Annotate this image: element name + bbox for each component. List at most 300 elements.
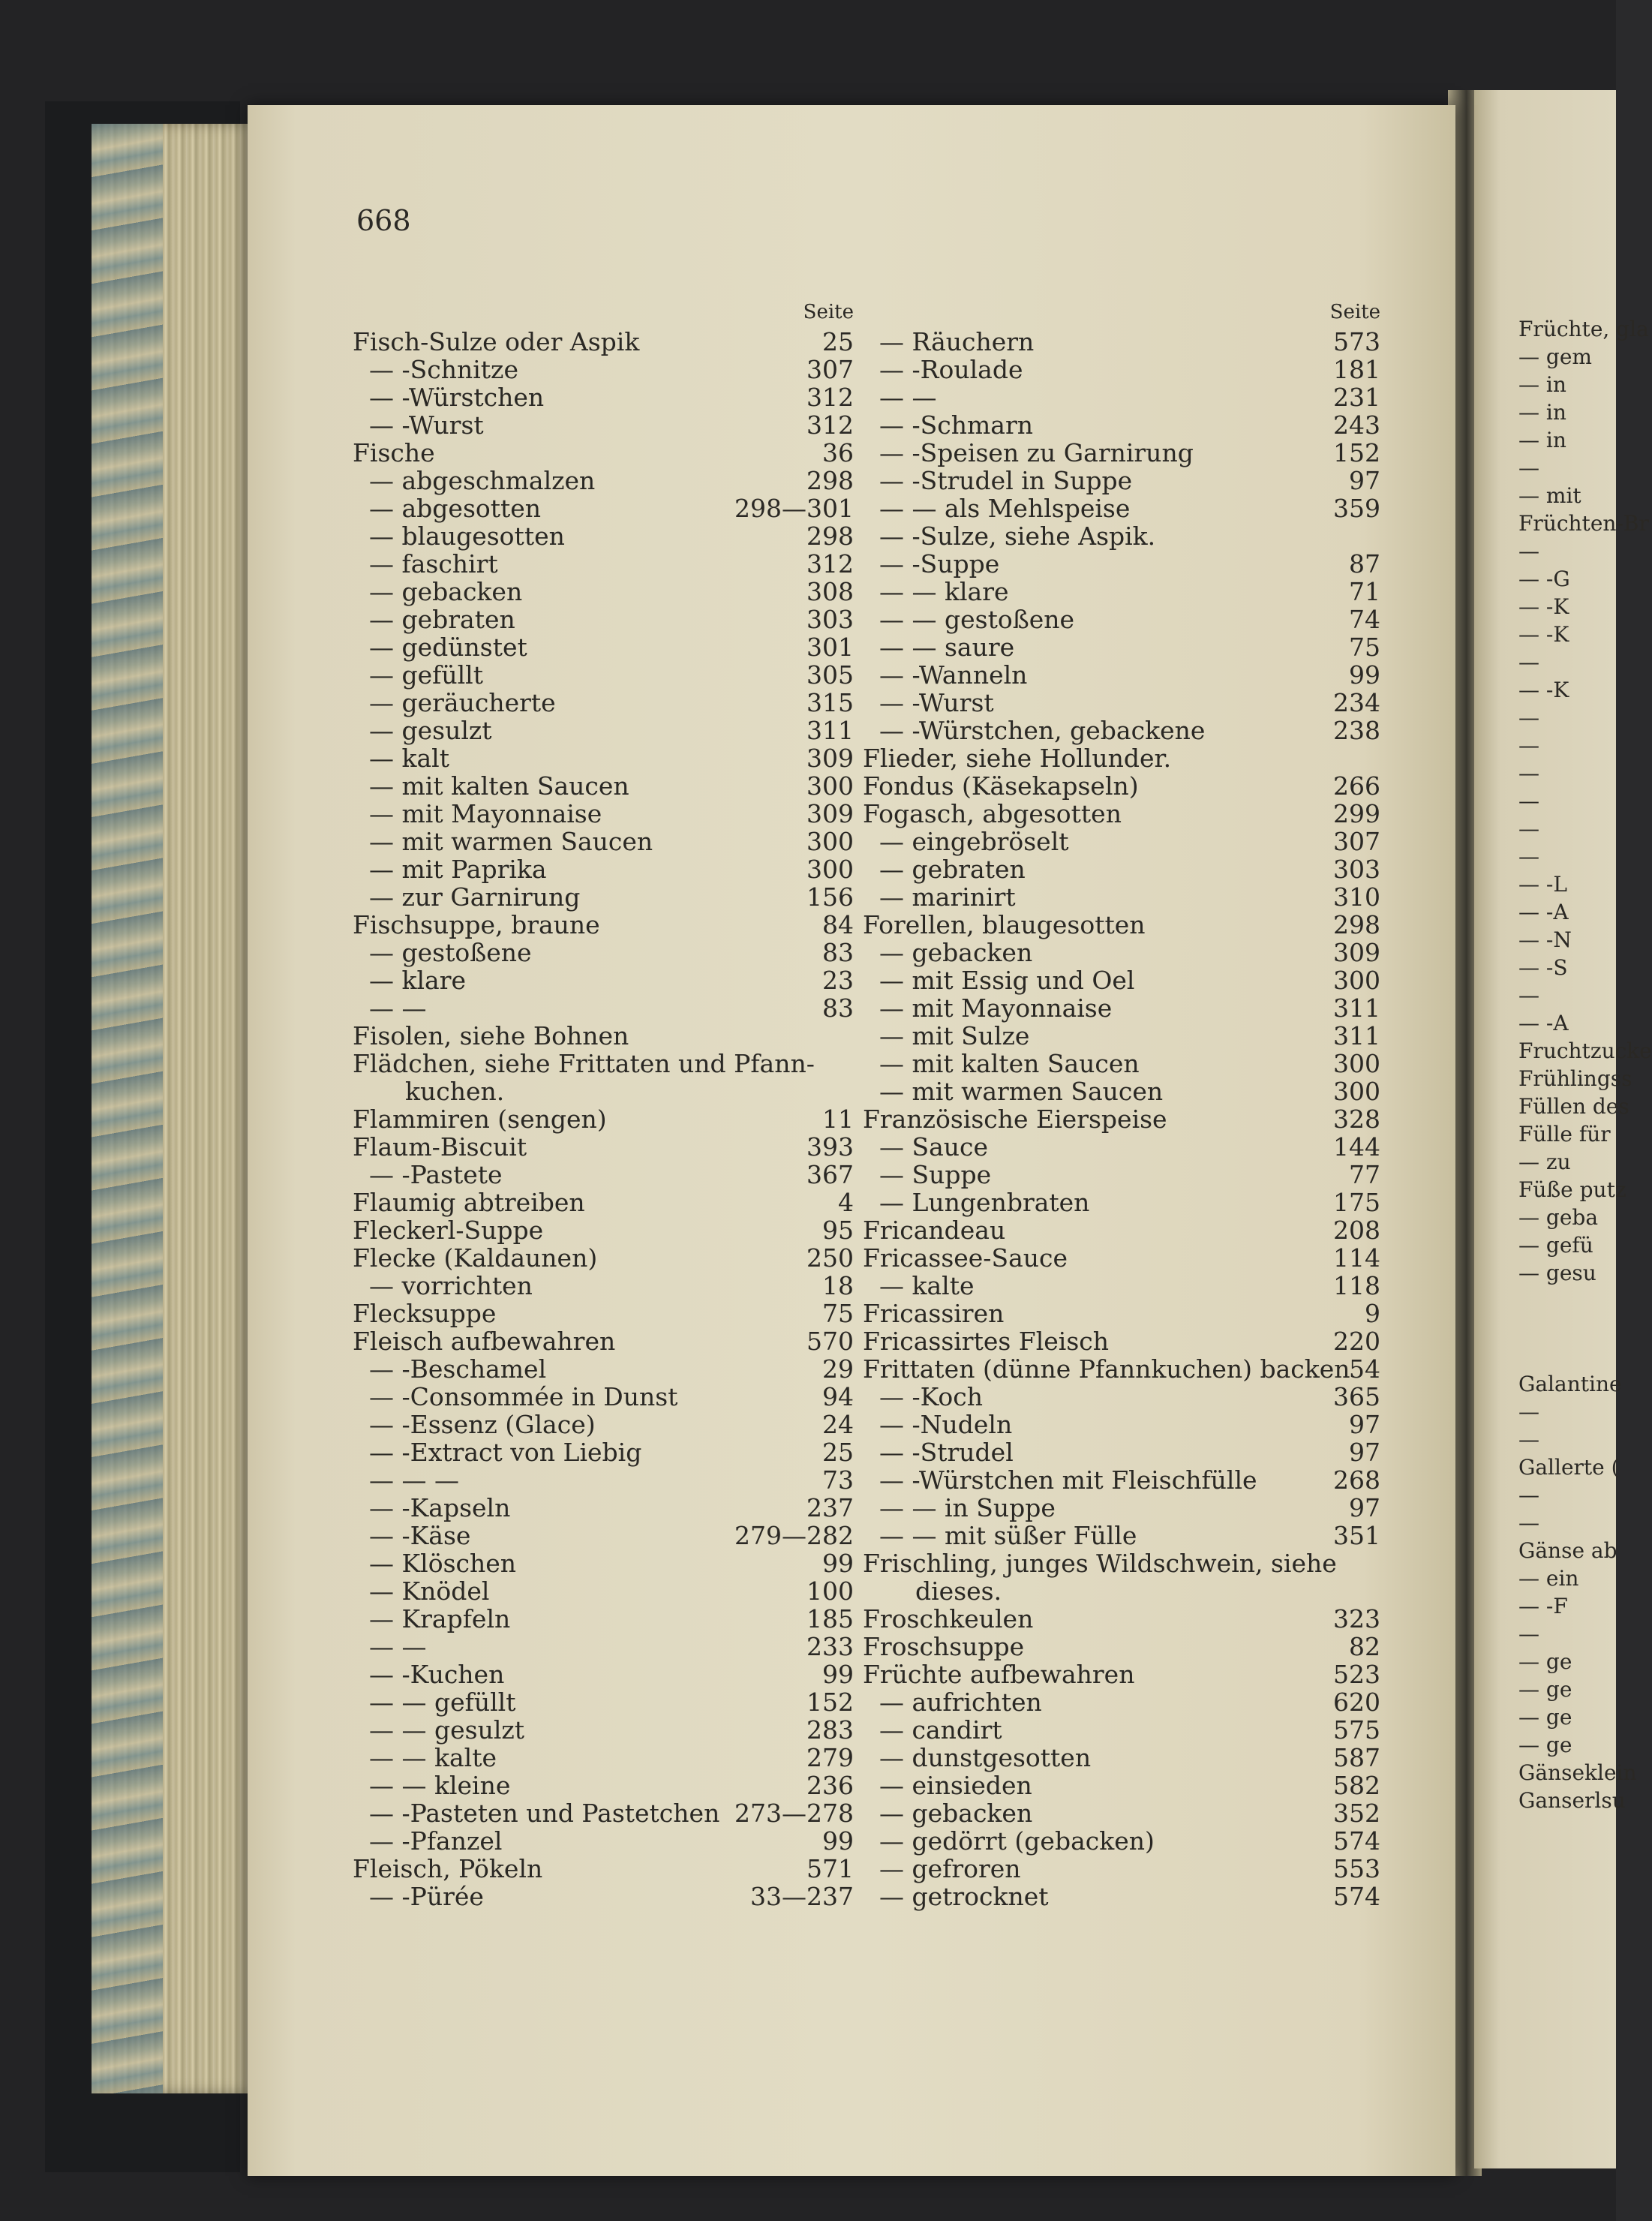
entry-label: Frittaten (dünne Pfannkuchen) backen [863, 1354, 1350, 1384]
entry-page: 311 [1333, 993, 1380, 1023]
entry-label: Früchte aufbewahren [863, 1660, 1135, 1689]
index-entry [863, 1161, 1380, 1189]
index-entry [353, 1772, 854, 1799]
fragment-line: — [1518, 983, 1539, 1008]
entry-label: — — saure [879, 633, 1015, 662]
entry-label: — -Schnitze [369, 355, 518, 384]
entry-page: 315 [806, 688, 854, 717]
entry-page: 328 [1333, 1104, 1380, 1134]
fragment-line: — -A [1518, 900, 1569, 924]
fragment-line: — -L [1518, 872, 1567, 897]
entry-page: 9 [1365, 1299, 1380, 1328]
index-entry [353, 911, 854, 939]
index-entry [353, 467, 854, 494]
entry-page: 300 [806, 855, 854, 884]
entry-page: 84 [822, 910, 854, 939]
entry-label: — mit Mayonnaise [369, 799, 602, 828]
entry-label: — klare [369, 966, 467, 995]
entry-label: — — [879, 383, 937, 412]
index-entry [353, 1522, 854, 1549]
left-entries [353, 328, 854, 1910]
entry-label: — kalt [369, 744, 449, 773]
fragment-line: — [1518, 1510, 1539, 1535]
entry-label: Fische [353, 438, 435, 467]
entry-page: 238 [1333, 716, 1380, 745]
index-entry [353, 1883, 854, 1910]
entry-page: 231 [1333, 383, 1380, 412]
entry-label: — kalte [879, 1271, 975, 1300]
entry-label: — — [369, 1632, 427, 1661]
index-entry [863, 1494, 1380, 1522]
entry-page: 574 [1333, 1882, 1380, 1911]
fragment-line: — [1518, 1621, 1539, 1646]
entry-page: 114 [1333, 1243, 1380, 1273]
entry-page: 310 [1333, 882, 1380, 912]
entry-label: Forellen, blaugesotten [863, 910, 1146, 939]
entry-page: 300 [1333, 966, 1380, 995]
index-entry [863, 1827, 1380, 1855]
index-entry [863, 1216, 1380, 1244]
index-entry [863, 1300, 1380, 1327]
entry-label: — gebraten [879, 855, 1026, 884]
entry-label: — Suppe [879, 1160, 992, 1189]
index-entry [353, 411, 854, 439]
fragment-line [1518, 1287, 1616, 1315]
entry-label: Fleisch, Pökeln [353, 1854, 543, 1883]
entry-label: — mit Essig und Oel [879, 966, 1135, 995]
index-column-right [863, 296, 1380, 1910]
index-entry [863, 1383, 1380, 1411]
next-page-fragment [1518, 315, 1652, 1814]
fragment-line: Früchte, gla [1518, 317, 1649, 341]
fragment-line: Gänse ab [1518, 1538, 1617, 1563]
fragment-line: — mit [1518, 483, 1581, 508]
index-entry [863, 994, 1380, 1022]
entry-page: 152 [806, 1688, 854, 1717]
index-entry [863, 1633, 1380, 1660]
index-entry [353, 356, 854, 383]
index-entry [863, 411, 1380, 439]
fragment-line: — in [1518, 372, 1566, 397]
entry-label: Fogasch, abgesotten [863, 799, 1122, 828]
index-entry [863, 467, 1380, 494]
index-entry [353, 1688, 854, 1716]
entry-label: Flaum-Biscuit [353, 1132, 527, 1162]
entry-page: 11 [822, 1104, 854, 1134]
entry-page: 75 [822, 1299, 854, 1328]
entry-label: — — gesulzt [369, 1715, 525, 1745]
entry-label: — — klare [879, 577, 1009, 606]
entry-page: 309 [806, 799, 854, 828]
index-entry [863, 1133, 1380, 1161]
fragment-line: Fülle für [1518, 1122, 1611, 1147]
entry-label: — -Koch [879, 1382, 984, 1411]
entry-page: 301 [806, 633, 854, 662]
entry-label: — -Beschamel [369, 1354, 547, 1384]
index-entry [353, 1272, 854, 1300]
index-entry [863, 1105, 1380, 1133]
index-entry [353, 1300, 854, 1327]
entry-label: — geräucherte [369, 688, 556, 717]
entry-page: 309 [806, 744, 854, 773]
entry-label: — — kalte [369, 1743, 497, 1772]
entry-page: 97 [1349, 466, 1380, 495]
entry-page: 233 [806, 1632, 854, 1661]
entry-page: 312 [806, 383, 854, 412]
index-entry [863, 939, 1380, 966]
fragment-line: Gallerte ( [1518, 1455, 1620, 1480]
entry-page: 279 [806, 1743, 854, 1772]
index-entry [353, 1244, 854, 1272]
entry-label: Flaumig abtreiben [353, 1188, 585, 1217]
entry-label: Fricassee-Sauce [863, 1243, 1068, 1273]
entry-page: 365 [1333, 1382, 1380, 1411]
entry-page: 185 [806, 1604, 854, 1633]
index-entry [353, 994, 854, 1022]
fragment-line: — ge [1518, 1733, 1572, 1757]
entry-page: 268 [1333, 1465, 1380, 1495]
entry-page: 83 [822, 938, 854, 967]
entry-label: — -Consommée in Dunst [369, 1382, 678, 1411]
entry-label: — Knödel [369, 1576, 490, 1606]
index-entry [353, 439, 854, 467]
entry-label: — -Extract von Liebig [369, 1438, 642, 1467]
index-entry [863, 1883, 1380, 1910]
fragment-line: — ge [1518, 1677, 1572, 1702]
index-entry [353, 633, 854, 661]
fragment-line: — [1518, 816, 1539, 841]
entry-page: 300 [1333, 1077, 1380, 1106]
index-entry [353, 1438, 854, 1466]
index-entry [353, 772, 854, 800]
fragment-line: — ge [1518, 1649, 1572, 1674]
index-entry [353, 1577, 854, 1605]
index-entry [863, 1744, 1380, 1772]
index-entry [863, 633, 1380, 661]
entry-page: 152 [1333, 438, 1380, 467]
fragment-line: — gem [1518, 344, 1592, 369]
entry-page: 236 [806, 1771, 854, 1800]
index-entry [863, 550, 1380, 578]
index-entry [353, 606, 854, 633]
fragment-line: — [1518, 789, 1539, 813]
fragment-line: — -N [1518, 927, 1572, 952]
index-column-left [353, 296, 854, 1910]
entry-page: 300 [806, 827, 854, 856]
entry-page: 237 [806, 1493, 854, 1522]
entry-label: — gebacken [879, 1799, 1033, 1828]
index-entry [863, 439, 1380, 467]
entry-label: Flädchen, siehe Frittaten und Pfann- [353, 1049, 815, 1078]
entry-label: — -Suppe [879, 549, 1000, 579]
right-entries [863, 328, 1380, 1910]
entry-label: — -Würstchen, gebackene [879, 716, 1206, 745]
fragment-line: — [1518, 733, 1539, 758]
index-entry [353, 1355, 854, 1383]
entry-label: — -Pastete [369, 1160, 503, 1189]
fragment-line: — -F [1518, 1594, 1568, 1618]
entry-label: — abgesotten [369, 494, 542, 523]
entry-page: 311 [1333, 1021, 1380, 1050]
entry-page: 307 [806, 355, 854, 384]
index-entry [353, 744, 854, 772]
entry-page: 351 [1333, 1521, 1380, 1550]
entry-page: 303 [1333, 855, 1380, 884]
entry-page: 571 [806, 1854, 854, 1883]
entry-label: — mit kalten Saucen [879, 1049, 1140, 1078]
entry-page: 283 [806, 1715, 854, 1745]
fragment-line [1518, 1315, 1616, 1342]
fragment-line: — -S [1518, 955, 1568, 980]
entry-page: 393 [806, 1132, 854, 1162]
entry-page: 573 [1333, 327, 1380, 356]
index-entry [863, 1438, 1380, 1466]
fragment-line: Fruchtzucke [1518, 1038, 1652, 1063]
index-entry [863, 1855, 1380, 1883]
marbled-edge [92, 124, 163, 2093]
entry-page: 279—282 [734, 1521, 854, 1550]
index-entry [353, 1022, 854, 1050]
entry-label: — zur Garnirung [369, 882, 581, 912]
index-entry [863, 1466, 1380, 1494]
fragment-line: — -K [1518, 594, 1569, 619]
index-entry [863, 828, 1380, 855]
entry-label: — eingebröselt [879, 827, 1069, 856]
entry-label: — — gestoßene [879, 605, 1075, 634]
entry-label: — mit Paprika [369, 855, 547, 884]
entry-page: 308 [806, 577, 854, 606]
fragment-line: — [1518, 539, 1539, 564]
entry-page: 312 [806, 549, 854, 579]
index-entry [863, 1355, 1380, 1383]
entry-label: — vorrichten [369, 1271, 533, 1300]
entry-label: — gestoßene [369, 938, 532, 967]
fragment-line: — -G [1518, 567, 1570, 591]
index-entry [863, 1077, 1380, 1105]
entry-label: — -Nudeln [879, 1410, 1013, 1439]
index-entry [863, 661, 1380, 689]
entry-label: — Krapfeln [369, 1604, 511, 1633]
entry-label: Flammiren (sengen) [353, 1104, 607, 1134]
entry-page: 97 [1349, 1493, 1380, 1522]
entry-label: Fondus (Käsekapseln) [863, 771, 1139, 801]
fragment-line: — gefü [1518, 1233, 1593, 1258]
entry-label: — Räuchern [879, 327, 1035, 356]
index-entry [353, 1605, 854, 1633]
entry-page: 234 [1333, 688, 1380, 717]
fragment-line: — in [1518, 400, 1566, 425]
entry-label: — marinirt [879, 882, 1016, 912]
index-entry [863, 383, 1380, 411]
fragment-line: — [1518, 1399, 1539, 1424]
entry-page: 73 [822, 1465, 854, 1495]
entry-page: 99 [822, 1660, 854, 1689]
entry-page: 25 [822, 327, 854, 356]
index-entry [863, 1189, 1380, 1216]
entry-page: 71 [1349, 577, 1380, 606]
entry-label: — abgeschmalzen [369, 466, 596, 495]
index-entry [863, 522, 1380, 550]
entry-page: 83 [822, 993, 854, 1023]
index-entry [353, 883, 854, 911]
entry-label: Fischsuppe, braune [353, 910, 600, 939]
entry-page: 523 [1333, 1660, 1380, 1689]
fragment-line: Früchten-Br [1518, 511, 1649, 536]
entry-page: 95 [822, 1216, 854, 1245]
entry-page: 208 [1333, 1216, 1380, 1245]
entry-label: — -Würstchen [369, 383, 545, 412]
column-header: Seite [803, 301, 854, 323]
index-entry [353, 383, 854, 411]
entry-label: — -Strudel in Suppe [879, 466, 1133, 495]
entry-label: — — [369, 993, 427, 1023]
index-entry [353, 1660, 854, 1688]
index-entry [863, 1050, 1380, 1077]
entry-label: Fricassiren [863, 1299, 1005, 1328]
entry-page: 307 [1333, 827, 1380, 856]
entry-label: Fricassirtes Fleisch [863, 1327, 1110, 1356]
entry-page: 570 [806, 1327, 854, 1356]
index-entry [863, 744, 1380, 772]
entry-page: 77 [1349, 1160, 1380, 1189]
entry-label: Froschsuppe [863, 1632, 1025, 1661]
index-entry [353, 717, 854, 744]
entry-page: 305 [806, 660, 854, 690]
index-entry [863, 1272, 1380, 1300]
entry-page: 156 [806, 882, 854, 912]
entry-label: Fleckerl-Suppe [353, 1216, 544, 1245]
entry-label: — -Kuchen [369, 1660, 505, 1689]
entry-page: 250 [806, 1243, 854, 1273]
entry-label: — Sauce [879, 1132, 989, 1162]
index-entry [863, 494, 1380, 522]
entry-page: 29 [822, 1354, 854, 1384]
entry-label: Fleisch aufbewahren [353, 1327, 616, 1356]
entry-label: — -Pasteten und Pastetchen [369, 1799, 720, 1828]
entry-label: — mit kalten Saucen [369, 771, 629, 801]
entry-page: 298 [806, 521, 854, 551]
entry-label: Frischling, junges Wildschwein, siehe [863, 1549, 1337, 1578]
entry-page: 582 [1333, 1771, 1380, 1800]
entry-page: 574 [1333, 1826, 1380, 1856]
entry-label: — mit Sulze [879, 1021, 1030, 1050]
index-entry [863, 1772, 1380, 1799]
entry-page: 620 [1333, 1688, 1380, 1717]
entry-label: — — gefüllt [369, 1688, 516, 1717]
entry-label: — gefüllt [369, 660, 483, 690]
entry-page: 33—237 [750, 1882, 854, 1911]
index-entry [353, 1827, 854, 1855]
entry-label: — gefroren [879, 1854, 1021, 1883]
index-entry [863, 911, 1380, 939]
index-entry [353, 1549, 854, 1577]
entry-page: 359 [1333, 494, 1380, 523]
entry-page: 300 [806, 771, 854, 801]
index-entry [863, 772, 1380, 800]
entry-page: 36 [822, 438, 854, 467]
entry-page: 23 [822, 966, 854, 995]
entry-label: — faschirt [369, 549, 498, 579]
entry-page: 54 [1349, 1354, 1380, 1384]
index-entry [353, 939, 854, 966]
column-header: Seite [1329, 301, 1380, 323]
entry-label: Flecksuppe [353, 1299, 497, 1328]
index-entry [353, 1744, 854, 1772]
index-entry [863, 966, 1380, 994]
page-number: 668 [356, 204, 411, 237]
entry-label: — mit warmen Saucen [369, 827, 653, 856]
fragment-line: — in [1518, 428, 1566, 452]
entry-label: — Klöschen [369, 1549, 517, 1578]
index-entry [353, 1494, 854, 1522]
entry-page: 298 [1333, 910, 1380, 939]
fragment-line: — [1518, 844, 1539, 869]
index-entry [863, 1549, 1380, 1577]
entry-label: — -Pfanzel [369, 1826, 503, 1856]
index-entry [353, 1077, 854, 1105]
index-entry [353, 550, 854, 578]
entry-page: 266 [1333, 771, 1380, 801]
entry-label: — -Roulade [879, 355, 1023, 384]
entry-page: 243 [1333, 410, 1380, 440]
entry-label: — -Wanneln [879, 660, 1028, 690]
fragment-line: Galantine [1518, 1372, 1622, 1396]
index-entry [353, 328, 854, 356]
index-entry [353, 1216, 854, 1244]
entry-label: — gebacken [879, 938, 1033, 967]
entry-page: 82 [1349, 1632, 1380, 1661]
entry-label: — -Würstchen mit Fleischfülle [879, 1465, 1257, 1495]
index-entry [863, 717, 1380, 744]
entry-label: — -Wurst [369, 410, 484, 440]
entry-label: Froschkeulen [863, 1604, 1034, 1633]
entry-label: — -Schmarn [879, 410, 1033, 440]
index-entry [863, 1660, 1380, 1688]
fragment-line: — [1518, 650, 1539, 675]
entry-page: 18 [822, 1271, 854, 1300]
index-entry [353, 1327, 854, 1355]
fragment-line: — -A [1518, 1011, 1569, 1035]
fragment-line: — -K [1518, 622, 1569, 647]
fragment-line: — zu [1518, 1150, 1571, 1174]
entry-page: 298—301 [734, 494, 854, 523]
entry-label: — -Speisen zu Garnirung [879, 438, 1194, 467]
entry-label: — -Wurst [879, 688, 994, 717]
index-entry [353, 1383, 854, 1411]
index-entry [353, 1799, 854, 1827]
index-entry [353, 661, 854, 689]
index-entry [863, 1799, 1380, 1827]
entry-label: Fricandeau [863, 1216, 1006, 1245]
entry-page: 99 [822, 1826, 854, 1856]
entry-label: — -Käse [369, 1521, 471, 1550]
entry-page: 298 [806, 466, 854, 495]
entry-label: — -Kapseln [369, 1493, 511, 1522]
index-entry [863, 689, 1380, 717]
entry-page: 309 [1333, 938, 1380, 967]
entry-page: 94 [822, 1382, 854, 1411]
entry-page: 553 [1333, 1854, 1380, 1883]
entry-page: 97 [1349, 1410, 1380, 1439]
entry-label: — gebacken [369, 577, 523, 606]
entry-page: 575 [1333, 1715, 1380, 1745]
index-entry [863, 855, 1380, 883]
entry-page: 303 [806, 605, 854, 634]
entry-label: — — kleine [369, 1771, 511, 1800]
fragment-line: — ge [1518, 1705, 1572, 1730]
entry-label: — dunstgesotten [879, 1743, 1092, 1772]
fragment-line: — gesu [1518, 1261, 1596, 1285]
